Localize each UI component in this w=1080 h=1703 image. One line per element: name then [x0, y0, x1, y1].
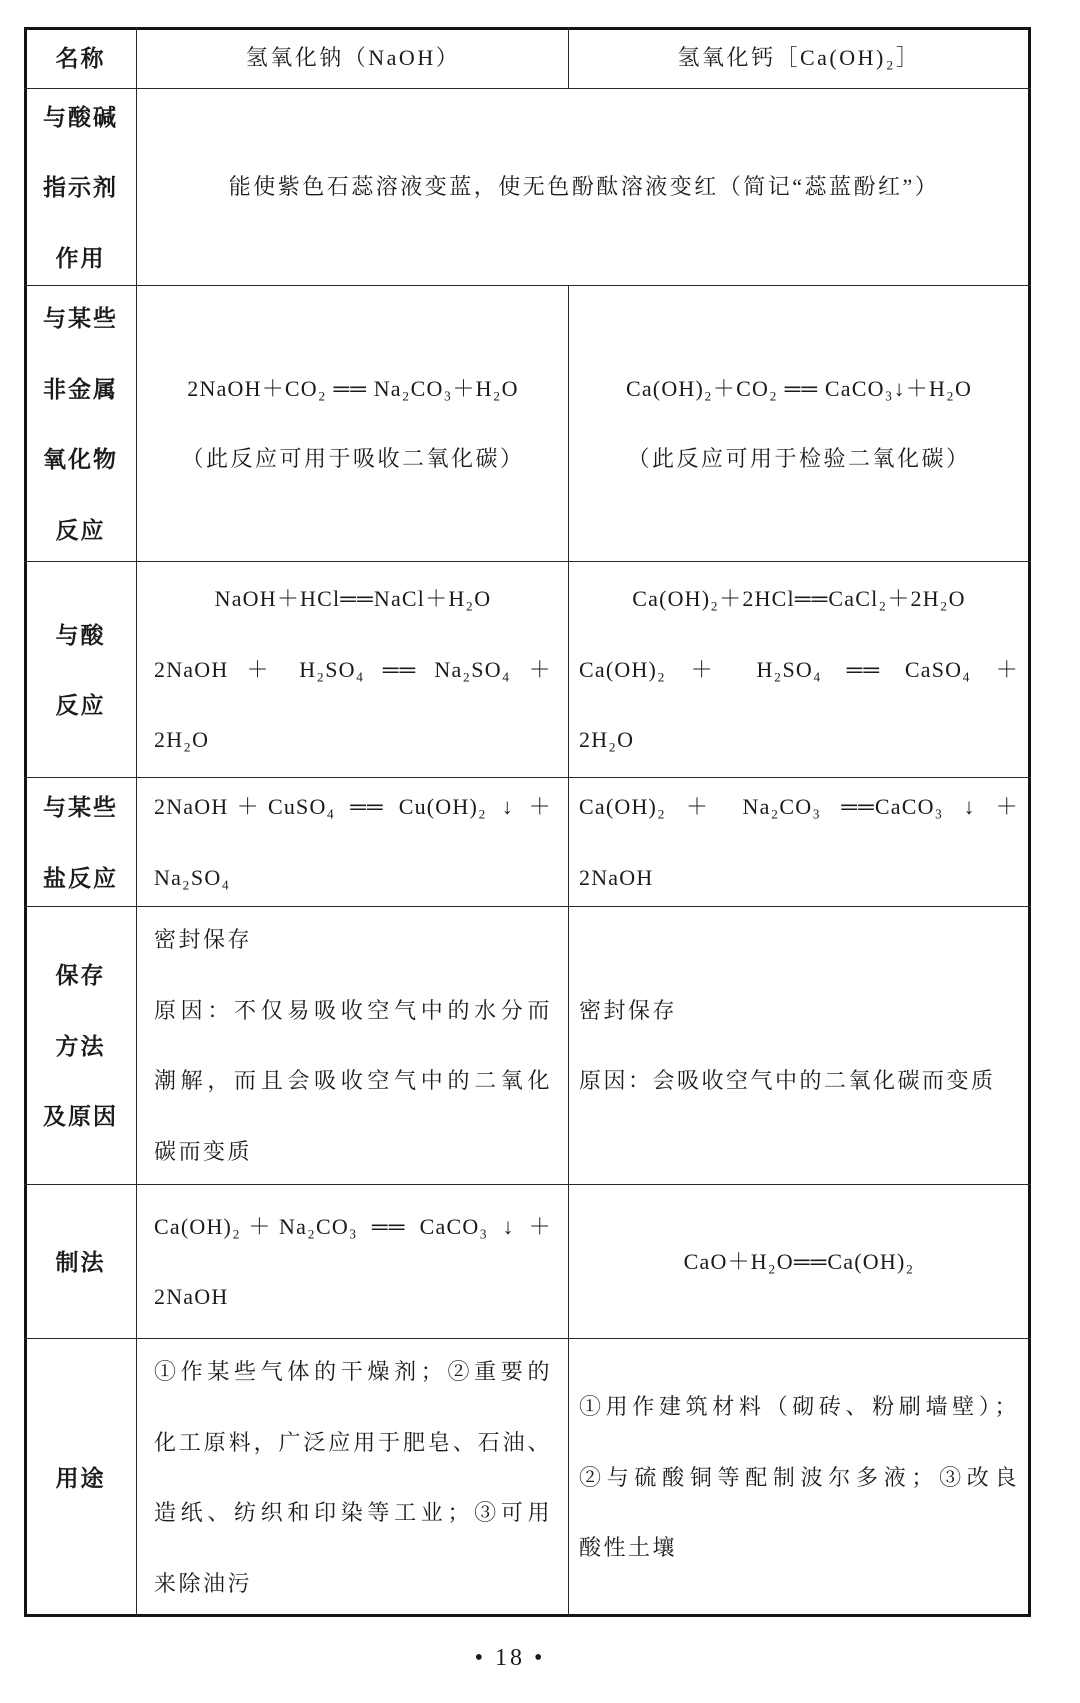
naoh-uses-line: 化工原料，广泛应用于肥皂、石油、	[154, 1429, 552, 1455]
indicator-description: 能使紫色石蕊溶液变蓝，使无色酚酞溶液变红（简记“蕊蓝酚红”）	[228, 174, 940, 200]
naoh-co2-equation: 2NaOH＋CO₂ ══ Na₂CO₃＋H₂O	[187, 375, 519, 401]
storage-label-line: 保存	[55, 962, 106, 989]
naoh-storage-method: 密封保存	[154, 927, 253, 952]
indicator-shared-cell	[137, 89, 1031, 286]
naoh-uses-cell	[137, 1339, 569, 1617]
naoh-h2so4-equation-cont: 2H₂O	[154, 727, 210, 753]
naoh-uses-line: 来除油污	[154, 1570, 253, 1596]
caoh2-h2so4-equation-cont: 2H₂O	[579, 727, 635, 753]
header-label: 名称	[55, 44, 106, 71]
page-number: • 18 •	[474, 1645, 546, 1671]
storage-label-cell	[24, 907, 137, 1185]
naoh-cuso4-equation: 2NaOH＋CuSO₄ ══ Cu(OH)₂ ↓ ＋	[154, 794, 552, 819]
caoh2-h2so4-equation: Ca(OH)₂ ＋ H₂SO₄ ══ CaSO₄ ＋	[579, 656, 1019, 682]
nonmetal-oxide-label-line: 氧化物	[43, 446, 118, 472]
indicator-label-cell	[24, 89, 137, 286]
caoh2-preparation-equation: CaO＋H₂O══Ca(OH)₂	[683, 1248, 915, 1274]
indicator-label-line: 作用	[55, 244, 106, 271]
salt-label-line: 与某些	[43, 794, 118, 820]
header-label-cell	[24, 27, 137, 89]
header-caoh2-title: 氢氧化钙［Ca(OH)₂］	[677, 44, 921, 70]
header-caoh2-cell	[569, 27, 1031, 89]
naoh-preparation-equation-cont: 2NaOH	[154, 1284, 229, 1309]
acid-label-line: 反应	[55, 692, 106, 718]
uses-label: 用途	[55, 1464, 106, 1491]
naoh-salt-cell	[137, 778, 569, 907]
naoh-nonmetal-oxide-cell	[137, 286, 569, 562]
storage-label-line: 及原因	[43, 1103, 118, 1130]
naoh-storage-cell	[137, 907, 569, 1185]
naoh-storage-reason-line: 原因：不仅易吸收空气中的水分而	[154, 997, 552, 1023]
header-naoh-title: 氢氧化钠（NaOH）	[245, 44, 461, 70]
caoh2-co2-equation: Ca(OH)₂＋CO₂ ══ CaCO₃↓＋H₂O	[625, 375, 973, 401]
naoh-hcl-equation: NaOH＋HCl══NaCl＋H₂O	[214, 586, 492, 612]
naoh-cuso4-equation-cont: Na₂SO₄	[154, 864, 231, 890]
header-naoh-cell	[137, 27, 569, 89]
preparation-label: 制法	[55, 1248, 106, 1275]
uses-label-cell	[24, 1339, 137, 1617]
caoh2-salt-cell	[569, 778, 1031, 907]
caoh2-preparation-cell	[569, 1185, 1031, 1339]
naoh-preparation-cell	[137, 1185, 569, 1339]
naoh-uses-line: ①作某些气体的干燥剂；②重要的	[154, 1359, 552, 1384]
acid-label-cell	[24, 562, 137, 778]
naoh-acid-cell	[137, 562, 569, 778]
salt-label-cell	[24, 778, 137, 907]
caoh2-uses-cell	[569, 1339, 1031, 1617]
caoh2-storage-reason: 原因：会吸收空气中的二氧化碳而变质	[579, 1068, 996, 1093]
caoh2-hcl-equation: Ca(OH)₂＋2HCl══CaCl₂＋2H₂O	[632, 586, 966, 612]
caoh2-acid-cell	[569, 562, 1031, 778]
indicator-label-line: 指示剂	[43, 174, 118, 201]
caoh2-storage-cell	[569, 907, 1031, 1185]
naoh-h2so4-equation: 2NaOH ＋ H₂SO₄ ══ Na₂SO₄ ＋	[154, 656, 552, 682]
caoh2-co2-note: （此反应可用于检验二氧化碳）	[627, 446, 971, 471]
acid-label-line: 与酸	[55, 621, 106, 648]
storage-label-line: 方法	[55, 1032, 106, 1059]
preparation-label-cell	[24, 1185, 137, 1339]
naoh-uses-line: 造纸、纺织和印染等工业；③可用	[154, 1500, 552, 1525]
salt-label-line: 盐反应	[43, 864, 118, 891]
nonmetal-oxide-label-line: 反应	[55, 516, 106, 543]
nonmetal-oxide-label-cell	[24, 286, 137, 562]
nonmetal-oxide-label-line: 与某些	[43, 305, 118, 331]
caoh2-uses-line: ②与硫酸铜等配制波尔多液；③改良	[579, 1464, 1019, 1490]
naoh-preparation-equation: Ca(OH)₂＋Na₂CO₃ ══ CaCO₃ ↓ ＋	[154, 1213, 552, 1239]
naoh-co2-note: （此反应可用于吸收二氧化碳）	[181, 446, 525, 471]
naoh-storage-reason-line: 碳而变质	[154, 1138, 253, 1164]
caoh2-uses-line: ①用作建筑材料（砌砖、粉刷墙壁）；	[579, 1394, 1019, 1420]
caoh2-na2co3-equation: Ca(OH)₂ ＋ Na₂CO₃ ══CaCO₃ ↓ ＋	[579, 794, 1019, 819]
indicator-label-line: 与酸碱	[43, 103, 118, 130]
caoh2-uses-line: 酸性土壤	[579, 1535, 678, 1561]
caoh2-na2co3-equation-cont: 2NaOH	[579, 864, 654, 890]
naoh-storage-reason-line: 潮解，而且会吸收空气中的二氧化	[154, 1068, 552, 1093]
nonmetal-oxide-label-line: 非金属	[43, 375, 118, 402]
caoh2-nonmetal-oxide-cell	[569, 286, 1031, 562]
caoh2-storage-method: 密封保存	[579, 997, 678, 1023]
